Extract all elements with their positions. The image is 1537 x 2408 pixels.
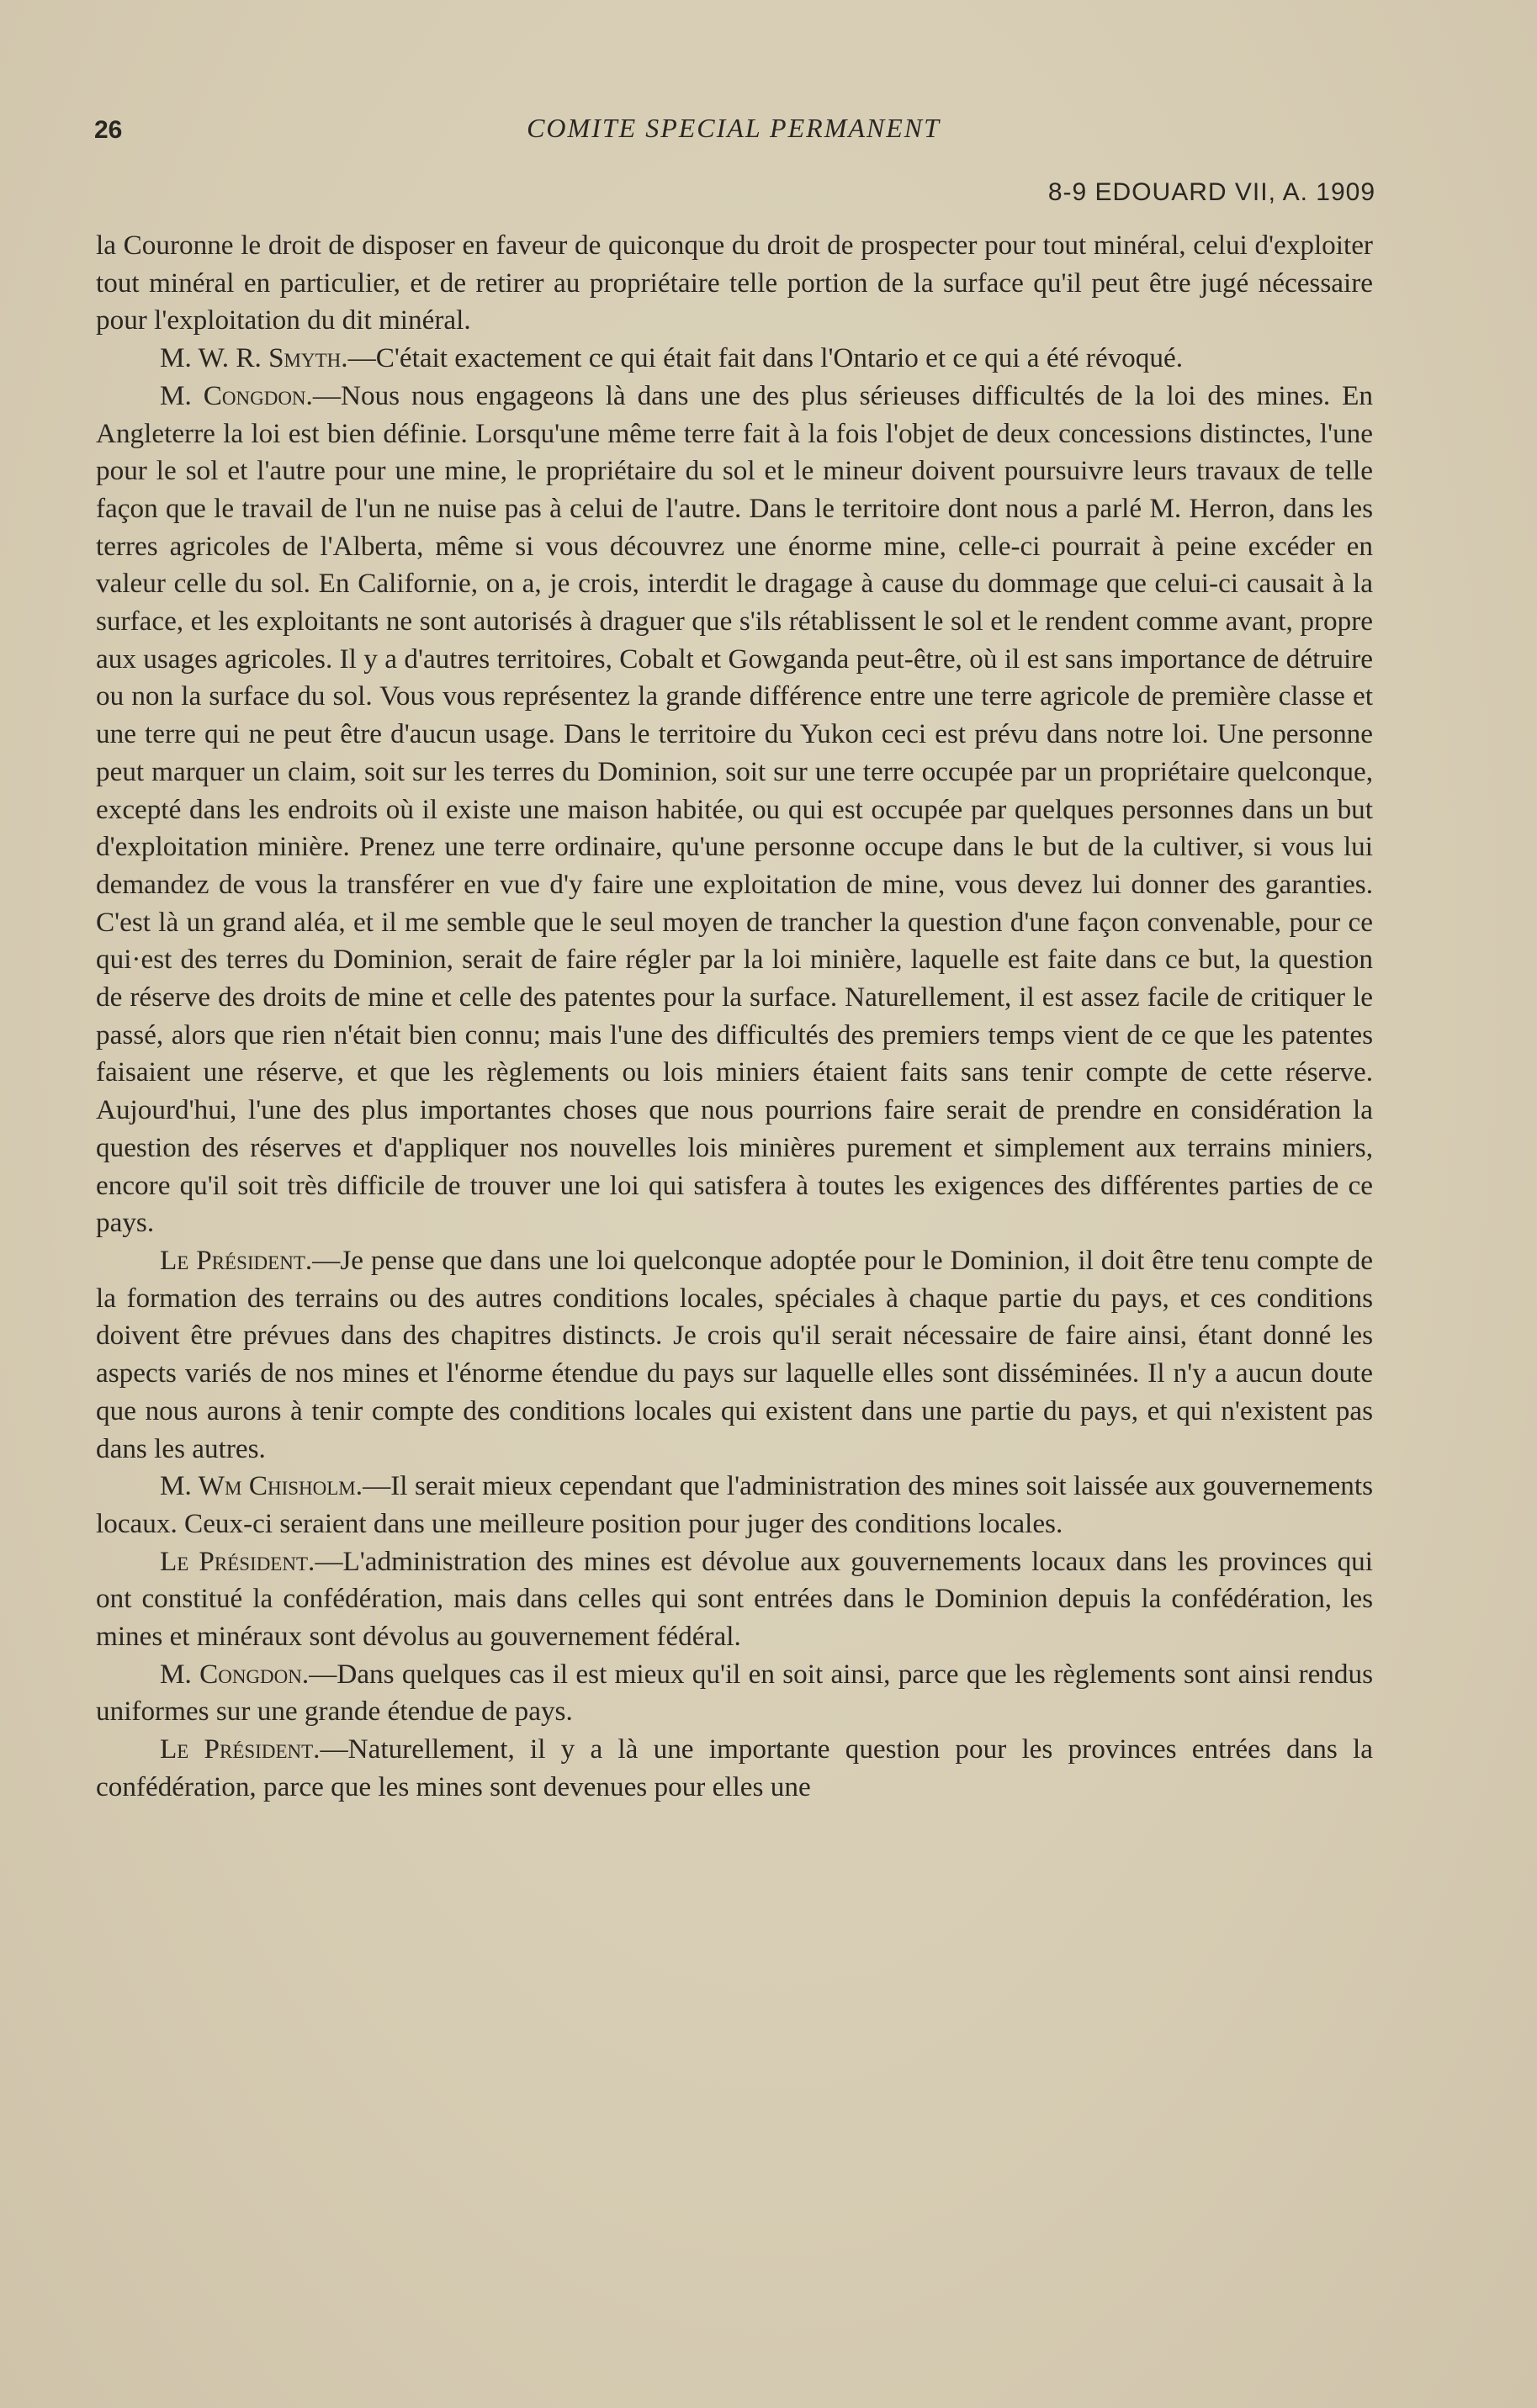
paragraph [96,1731,1373,1806]
paragraph-text: la Couronne le droit de disposer en faveur de quiconque du droit de prospecter pour tout minéral, celui d'exploiter tout minéral en particulier, et de retirer au propriétaire telle portion de la surface qu'il peut être jugé nécessaire pour l'exploitation du dit minéral. [96,230,1373,336]
paragraph [96,1242,1373,1468]
paragraph-text: —L'administration des mines est dévolue aux gouvernements locaux dans les provinces qui ont constitué la confédération, mais dans celles qui sont entrées dans le Dominion depuis la confédération, les mines et minéraux sont dévolus au gouvernement fédéral. [96,1545,1373,1653]
paragraph [96,1468,1373,1543]
page-header [94,108,1373,158]
speaker-name: Le Président. [160,1545,315,1577]
paragraph-text: —Il serait mieux cependant que l'administration des mines soit laissée aux gouvernements locaux. Ceux-ci seraient dans une meilleure position pour juger des conditions locales. [96,1470,1374,1539]
speaker-name: M. Congdon. [160,1658,310,1690]
body-text [96,227,1373,1807]
paragraph [96,1656,1373,1731]
speaker-name: Le Président. [160,1733,321,1765]
paragraph-text: —Nous nous engageons là dans une des plus sérieuses difficultés de la loi des mines. En Angleterre la loi est bien définie. Lorsqu'une même terre fait à la fois l'objet de deux concessions distinctes, l'une pour le sol et l'autre pour une mine, le propriétaire du sol et le mineur doivent poursuivre leurs travaux de telle façon que le travail de l'un ne nuise pas à celui de l'autre. Dans le territoire dont nous a parlé M. Herron, dans les terres agricoles de l'Alberta, même si vous découvrez une énorme mine, celle-ci pourrait à peine excéder en valeur celle du sol. En Californie, on a, je crois, interdit le dragage à cause du dommage que celui-ci causait à la surface, et les exploitants ne sont autorisés à draguer que s'ils rétablissent le sol et le rendent comme avant, propre aux usages agricoles. Il y a d'autres territoires, Cobalt et Gowganda peut-être, où il est sans importance de détruire ou non la surface du sol. Vous vous représentez la grande différence entre une terre agricole de première classe et une terre qui ne peut être d'aucun usage. Dans le territoire du Yukon ceci est prévu dans notre loi. Une personne peut marquer un claim, soit sur les terres du Dominion, soit sur une terre occupée par un propriétaire quelconque, excepté dans les endroits où il existe une maison habitée, ou qui est occupée par quelques personnes dans un but d'exploitation minière. Prenez une terre ordinaire, qu'une personne occupe dans le but de la cultiver, si vous lui demandez de vous la transférer en vue d'y faire une exploitation de mine, vous devez lui donner des garanties. C'est là un grand aléa, et il me semble que le seul moyen de trancher la question d'une façon convenable, pour ce qui·est des terres du Dominion, serait de faire régler par la loi minière, laquelle est faite dans ce but, la question de réserve des droits de mine et celle des patentes pour la surface. Naturellement, il est assez facile de critiquer le passé, alors que rien n'était bien connu; mais l'une des difficultés des premiers temps vient de ce que les patentes faisaient une réserve, et que les règlements ou lois miniers étaient faits sans tenir compte de cette réserve. Aujourd'hui, l'une des plus importantes choses que nous pourrions faire serait de prendre en considération la question des réserves et d'appliquer nos nouvelles lois minières purement et simplement aux terrains miniers, encore qu'il soit très difficile de trouver une loi qui satisfera à toutes les exigences des différentes parties de ce pays. [96,379,1373,1239]
speaker-name: M. Congdon. [160,379,313,411]
paragraph [96,378,1373,1242]
paragraph [96,1543,1373,1656]
paragraph-text: —Naturellement, il y a là une importante question pour les provinces entrées dans la confédération, parce que les mines sont devenues pour elles une [96,1733,1373,1802]
paragraph-text: —C'était exactement ce qui était fait dans l'Ontario et ce qui a été révoqué. [347,342,1183,374]
paragraph-text: —Dans quelques cas il est mieux qu'il en soit ainsi, parce que les règlements sont ainsi rendus uniformes sur une grande étendue de pays. [96,1658,1373,1728]
speaker-name: Le Président. [160,1244,313,1276]
speaker-name: M. Wm Chisholm. [160,1470,363,1502]
page-number: 26 [94,116,123,144]
paragraph [96,340,1373,378]
paragraph-text: —Je pense que dans une loi quelconque adoptée pour le Dominion, il doit être tenu compte de la formation des terrains ou des autres conditions locales, spéciales à chaque partie du pays, et ces conditions doivent être prévues dans des chapitres distincts. Je crois qu'il serait nécessaire de faire ainsi, étant donné les aspects variés de nos mines et l'énorme étendue du pays sur laquelle elles sont disséminées. Il n'y a aucun doute que nous aurons à tenir compte des conditions locales qui existent dans une partie du pays, et qui n'existent pas dans les autres. [96,1244,1373,1464]
paragraph [96,227,1373,340]
session-reference: 8-9 EDOUARD VII, A. 1909 [1047,178,1375,206]
running-title: COMITE SPECIAL PERMANENT [527,113,941,143]
speaker-name: M. W. R. Smyth. [160,342,348,374]
